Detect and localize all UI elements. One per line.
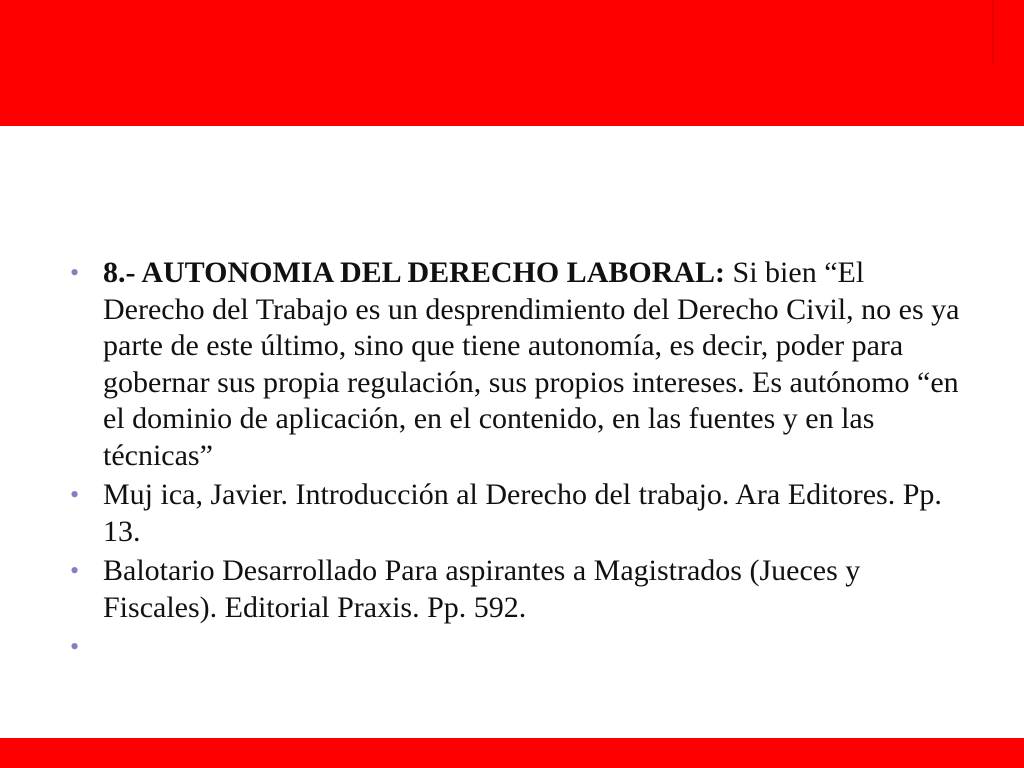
bullet-dot-icon: •	[70, 480, 80, 509]
bullet-dot-icon: •	[70, 632, 80, 661]
bullet-text: Si bien “El Derecho del Trabajo es un desprendimiento del Derecho Civil, no es ya parte de este último, sino que tiene autonomía, es decir, poder para gobernar sus propia regulación, sus propios intereses. Es autónomo “en el dominio de aplicación, en el contenido, en las fuentes y en las técnicas”	[103, 256, 960, 472]
slide-content	[70, 255, 970, 661]
bullet-heading: 8.- AUTONOMIA DEL DERECHO LABORAL:	[103, 256, 726, 289]
bullet-item-citation-mujica	[70, 477, 970, 550]
bullet-list	[70, 255, 970, 661]
bullet-item-autonomia	[70, 255, 970, 474]
bottom-accent-band	[0, 738, 1024, 768]
bullet-dot-icon: •	[70, 556, 80, 585]
bullet-text: Balotario Desarrollado Para aspirantes a Magistrados (Jueces y Fiscales). Editorial Praxis. Pp. 592.	[103, 554, 861, 624]
top-band-edge-line	[992, 0, 994, 64]
bullet-item-citation-balotario	[70, 553, 970, 626]
top-accent-band	[0, 0, 1024, 126]
bullet-text: Muj ica, Javier. Introducción al Derecho del trabajo. Ara Editores. Pp. 13.	[103, 478, 942, 548]
bullet-dot-icon: •	[70, 258, 80, 287]
